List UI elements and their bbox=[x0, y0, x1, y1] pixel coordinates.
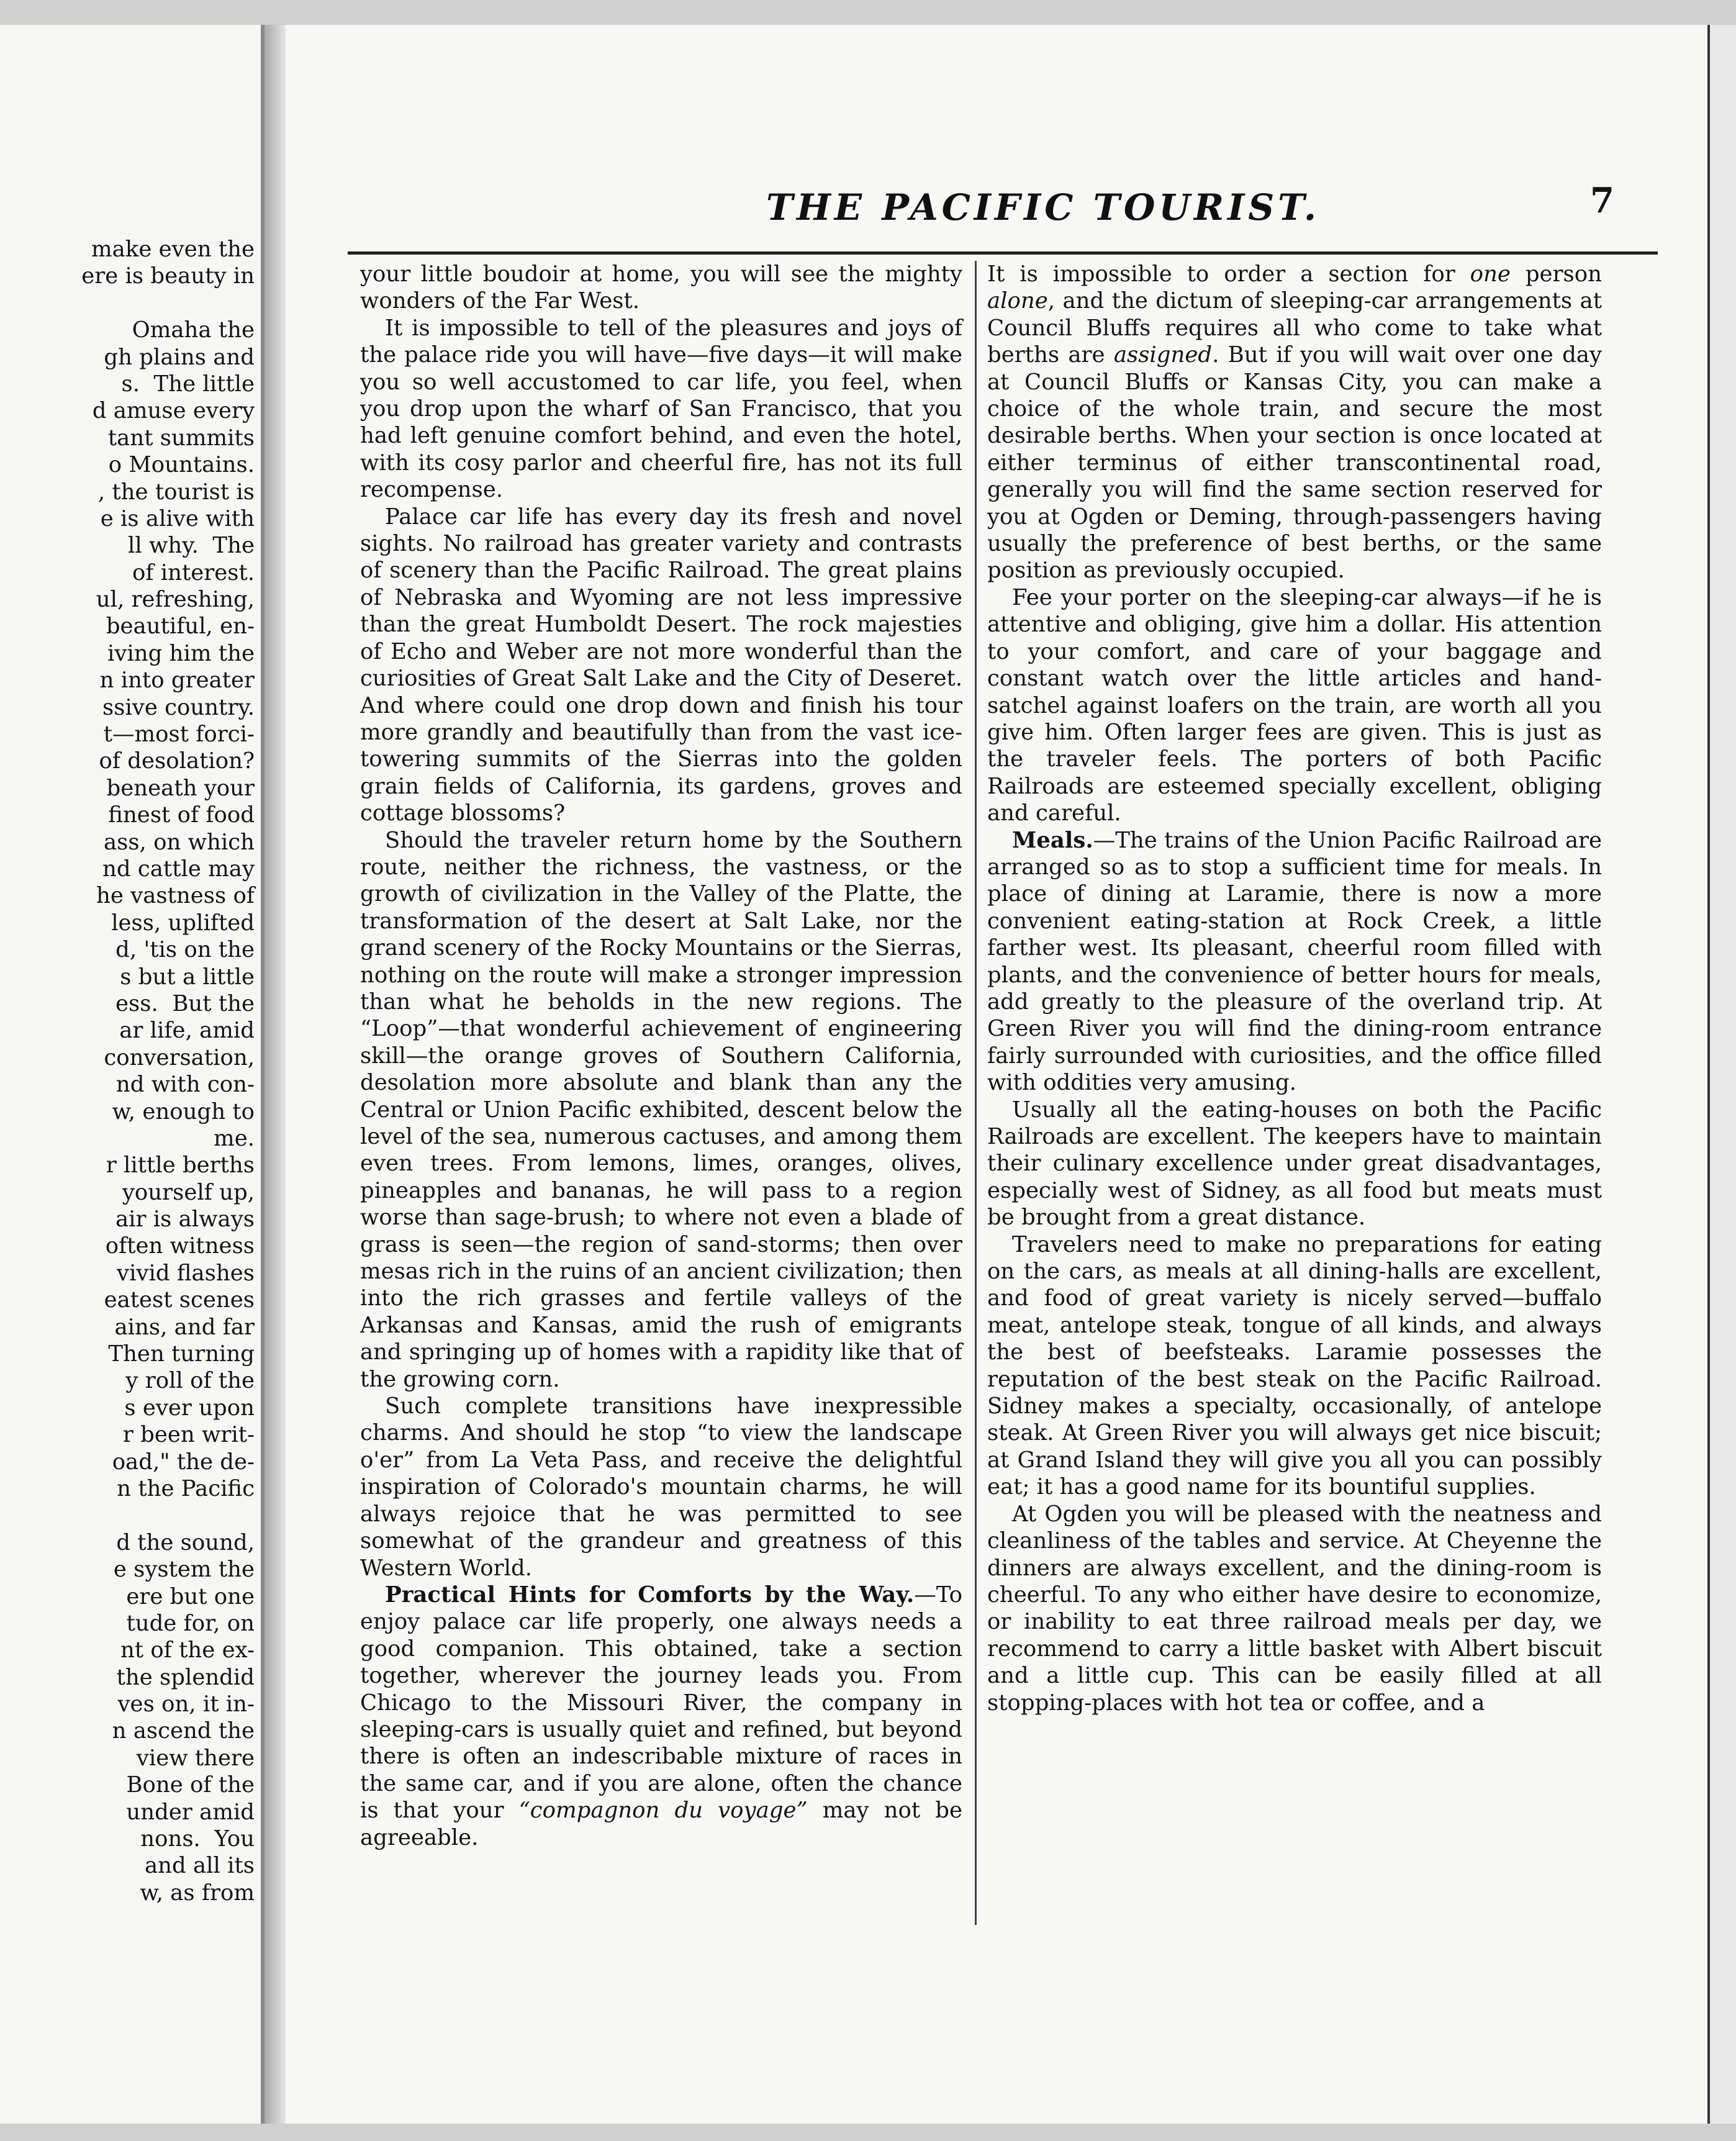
facing-page-line: ess. But the bbox=[115, 990, 255, 1016]
facing-page-line: d, 'tis on the bbox=[115, 937, 255, 963]
facing-page-line: nt of the ex- bbox=[120, 1637, 255, 1663]
paragraph-text: It is impossible to order a section for bbox=[987, 261, 1470, 287]
italic-word: alone bbox=[987, 288, 1048, 314]
page-number: 7 bbox=[1590, 180, 1614, 221]
paragraph-text: person bbox=[1510, 261, 1602, 287]
facing-page-line: n into greater bbox=[99, 668, 255, 694]
paragraph-text: , and the dictum of sleeping-car arrangements at Council Bluffs requires all who come to take what berths are bbox=[987, 288, 1602, 368]
facing-page-line: ere but one bbox=[126, 1583, 255, 1609]
paragraph-text: may not be agreeable. bbox=[360, 1798, 962, 1850]
facing-page-line: w, enough to bbox=[112, 1098, 255, 1125]
facing-page-line bbox=[0, 1502, 255, 1529]
paragraph: your little boudoir at home, you will see the mighty wonders of the Far West. bbox=[360, 261, 962, 314]
facing-page-line: nons. You bbox=[140, 1826, 255, 1852]
facing-page-line: he vastness of bbox=[96, 883, 255, 909]
section-paragraph bbox=[987, 827, 1602, 1097]
facing-page-line: beautiful, en- bbox=[106, 613, 255, 640]
facing-page-line: d the sound, bbox=[116, 1529, 255, 1555]
facing-page-line bbox=[0, 290, 255, 317]
paragraph bbox=[987, 261, 1602, 584]
facing-page-line: air is always bbox=[115, 1206, 255, 1233]
facing-page-line: under amid bbox=[126, 1799, 255, 1825]
facing-page-line: s ever upon bbox=[124, 1395, 255, 1421]
facing-page-line: iving him the bbox=[107, 640, 255, 666]
facing-page-line: vivid flashes bbox=[117, 1260, 255, 1286]
facing-page-line: y roll of the bbox=[125, 1368, 255, 1394]
facing-page-fragment bbox=[0, 25, 264, 2124]
header-rule bbox=[348, 251, 1658, 255]
paragraph: Should the traveler return home by the Southern route, neither the richness, the vastness, or the growth of civilization in the Valley of the Platte, the transformation of the desert at Salt Lake, nor the grand scenery of the Rocky Mountains or the Sierras, nothing on the route will make a stronger impression than what he beholds in the new regions. The “Loop”—that wonderful achievement of engineering skill—the orange groves of Southern California, desolation more absolute and blank than any the Central or Union Pacific exhibited, descent below the level of the sea, numerous cactuses, and among them even trees. From lemons, limes, oranges, olives, pineapples and bananas, he will pass to a region worse than sage-brush; to where not even a blade of grass is seen—the region of sand-storms; then over mesas rich in the ruins of an ancient civilization; then into the rich grasses and fertile valleys of the Arkansas and Kansas, amid the rush of emigrants and springing up of homes with a rapidity like that of the growing corn. bbox=[360, 827, 962, 1392]
facing-page-line: Bone of the bbox=[126, 1772, 255, 1798]
facing-page-line: me. bbox=[214, 1125, 255, 1151]
facing-page-line: tude for, on bbox=[126, 1610, 255, 1636]
facing-page-line: s. The little bbox=[121, 371, 255, 397]
facing-page-line: n ascend the bbox=[112, 1718, 255, 1744]
facing-page-line: Then turning bbox=[108, 1341, 255, 1367]
facing-page-line: nd with con- bbox=[115, 1072, 255, 1098]
facing-page-line: beneath your bbox=[106, 775, 255, 801]
facing-page-line: and all its bbox=[144, 1853, 255, 1879]
scan-margin bbox=[1710, 25, 1736, 2124]
facing-page-line: ll why. The bbox=[128, 533, 255, 559]
column-rule bbox=[975, 261, 977, 1925]
facing-page-line: , the tourist is bbox=[97, 479, 255, 505]
facing-page-line: d amuse every bbox=[92, 398, 255, 424]
facing-page-line: o Mountains. bbox=[108, 452, 255, 478]
paragraph: At Ogden you will be pleased with the neatness and cleanliness of the tables and service. At Cheyenne the dinners are always excellent, and the dining-room is cheerful. To any who either have desire to economize, or inability to eat three railroad meals per day, we recommend to carry a little basket with Albert biscuit and a little cup. This can be easily filled at all stopping-places with hot tea or coffee, and a bbox=[987, 1501, 1602, 1716]
paragraph: Palace car life has every day its fresh and novel sights. No railroad has greater variety and contrasts of scenery than the Pacific Railroad. The great plains of Nebraska and Wyoming are not less impressive than the great Humboldt Desert. The rock majesties of Echo and Weber are not more wonderful than the curiosities of Great Salt Lake and the City of Deseret. And where could one drop down and finish his tour more grandly and beautifully than from the vast ice-towering summits of the Sierras into the golden grain fields of California, its gardens, groves and cottage blossoms? bbox=[360, 504, 962, 826]
paragraph: Such complete transitions have inexpressible charms. And should he stop “to view the landscape o'er” from La Veta Pass, and receive the delightful inspiration of Colorado's mountain charms, he will always rejoice that he was permitted to see somewhat of the grandeur and greatness of this Western World. bbox=[360, 1393, 962, 1581]
facing-page-line: eatest scenes bbox=[104, 1287, 255, 1313]
italic-word: one bbox=[1470, 261, 1511, 287]
italic-word: assigned bbox=[1113, 342, 1213, 368]
facing-page-line: gh plains and bbox=[104, 344, 255, 370]
facing-page-line: finest of food bbox=[108, 802, 255, 828]
facing-page-line: ar life, amid bbox=[119, 1018, 255, 1044]
facing-page-line: of desolation? bbox=[99, 748, 255, 774]
text-column-left bbox=[360, 261, 962, 1851]
section-heading-meals: Meals. bbox=[1012, 827, 1093, 853]
paragraph: Travelers need to make no preparations for eating on the cars, as meals at all dining-halls are excellent, and food of great variety is nicely served—buffalo meat, antelope steak, tongue of all kinds, and always the best of beefsteaks. Laramie possesses the reputation of the best steak on the Pacific Railroad. Sidney makes a specialty, occasionally, of antelope steak. At Green River you will always get nice biscuit; at Grand Island they will give you all you can possibly eat; it has a good name for its bountiful supplies. bbox=[987, 1231, 1602, 1500]
facing-page-line: r been writ- bbox=[122, 1422, 255, 1448]
facing-page-line: ass, on which bbox=[103, 829, 255, 855]
text-column-right bbox=[987, 261, 1602, 1716]
facing-page-line: ul, refreshing, bbox=[96, 587, 255, 613]
facing-page-line: view there bbox=[136, 1745, 255, 1771]
section-paragraph bbox=[360, 1582, 962, 1851]
facing-page-line: ere is beauty in bbox=[81, 263, 255, 289]
paragraph: It is impossible to tell of the pleasures and joys of the palace ride you will have—five days—it will make you so well accustomed to car life, you feel, when you drop upon the wharf of San Francisco, that you had left genuine comfort behind, and even the hotel, with its cosy parlor and cheerful fire, has not its full recompense. bbox=[360, 315, 962, 503]
facing-page-line: w, as from bbox=[140, 1880, 255, 1906]
facing-page-line: ves on, it in- bbox=[117, 1691, 255, 1718]
facing-page-line: Omaha the bbox=[132, 317, 255, 343]
facing-page-line: make even the bbox=[91, 237, 255, 262]
facing-page-line: e is alive with bbox=[100, 505, 255, 532]
facing-page-line: the splendid bbox=[116, 1664, 255, 1690]
facing-page-line: n the Pacific bbox=[117, 1475, 255, 1501]
facing-page-line: conversation, bbox=[104, 1044, 255, 1070]
paragraph: Usually all the eating-houses on both the Pacific Railroads are excellent. The keepers have to maintain their culinary excellence under great disadvantages, especially west of Sidney, as all food but meats must be brought from a great distance. bbox=[987, 1097, 1602, 1231]
facing-page-line: s but a little bbox=[120, 964, 255, 990]
facing-page-line: often witness bbox=[105, 1233, 255, 1259]
facing-page-text bbox=[0, 236, 255, 1906]
facing-page-line: ains, and far bbox=[114, 1314, 255, 1340]
facing-page-line: r little berths bbox=[106, 1152, 255, 1179]
facing-page-line: yourself up, bbox=[122, 1179, 255, 1205]
italic-phrase: “compagnon du voyage” bbox=[518, 1798, 808, 1824]
running-head-title: THE PACIFIC TOURIST. bbox=[766, 186, 1321, 229]
facing-page-line: t—most forci- bbox=[103, 722, 255, 748]
book-gutter bbox=[264, 25, 286, 2124]
paragraph-text: —The trains of the Union Pacific Railroad are arranged so as to stop a sufficient time for meals. In place of dining at Laramie, there is now a more convenient eating-station at Rock Creek, a little farther west. Its pleasant, cheerful room filled with plants, and the convenience of better hours for meals, add greatly to the pleasure of the overland trip. At Green River you will find the dining-room entrance fairly surrounded with curiosities, and the office filled with oddities very amusing. bbox=[987, 827, 1602, 1096]
facing-page-line: nd cattle may bbox=[102, 856, 255, 882]
facing-page-line: e system the bbox=[113, 1557, 255, 1583]
paragraph-text: . But if you will wait over one day at Council Bluffs or Kansas City, you can make a choice of the whole train, and secure the most desirable berths. When your section is once located at either terminus of either transcontinental road, generally you will find the same section reserved for you at Ogden or Deming, through-passengers having usually the preference of best berths, or the same position as previously occupied. bbox=[987, 342, 1603, 584]
running-head bbox=[366, 180, 1614, 248]
paragraph: Fee your porter on the sleeping-car always—if he is attentive and obliging, give him a dollar. His attention to your comfort, and care of your baggage and constant watch over the little articles and hand-satchel against loafers on the train, are worth all you give him. Often larger fees are given. This is just as the traveler feels. The porters of both Pacific Railroads are esteemed specially excellent, obliging and careful. bbox=[987, 584, 1602, 826]
paragraph-text: —To enjoy palace car life properly, one always needs a good companion. This obtained, take a section together, wherever the journey leads you. From Chicago to the Missouri River, the company in sleeping-cars is usually quiet and refined, but beyond there is often an indescribable mixture of races in the same car, and if you are alone, often the chance is that your bbox=[360, 1582, 962, 1824]
facing-page-line: oad," the de- bbox=[112, 1449, 255, 1475]
facing-page-line: tant summits bbox=[107, 425, 255, 451]
facing-page-line: less, uplifted bbox=[111, 910, 255, 936]
facing-page-line: ssive country. bbox=[102, 694, 255, 720]
page-7 bbox=[286, 25, 1710, 2124]
facing-page-line: of interest. bbox=[132, 559, 255, 586]
section-heading: Practical Hints for Comforts by the Way. bbox=[385, 1582, 915, 1608]
